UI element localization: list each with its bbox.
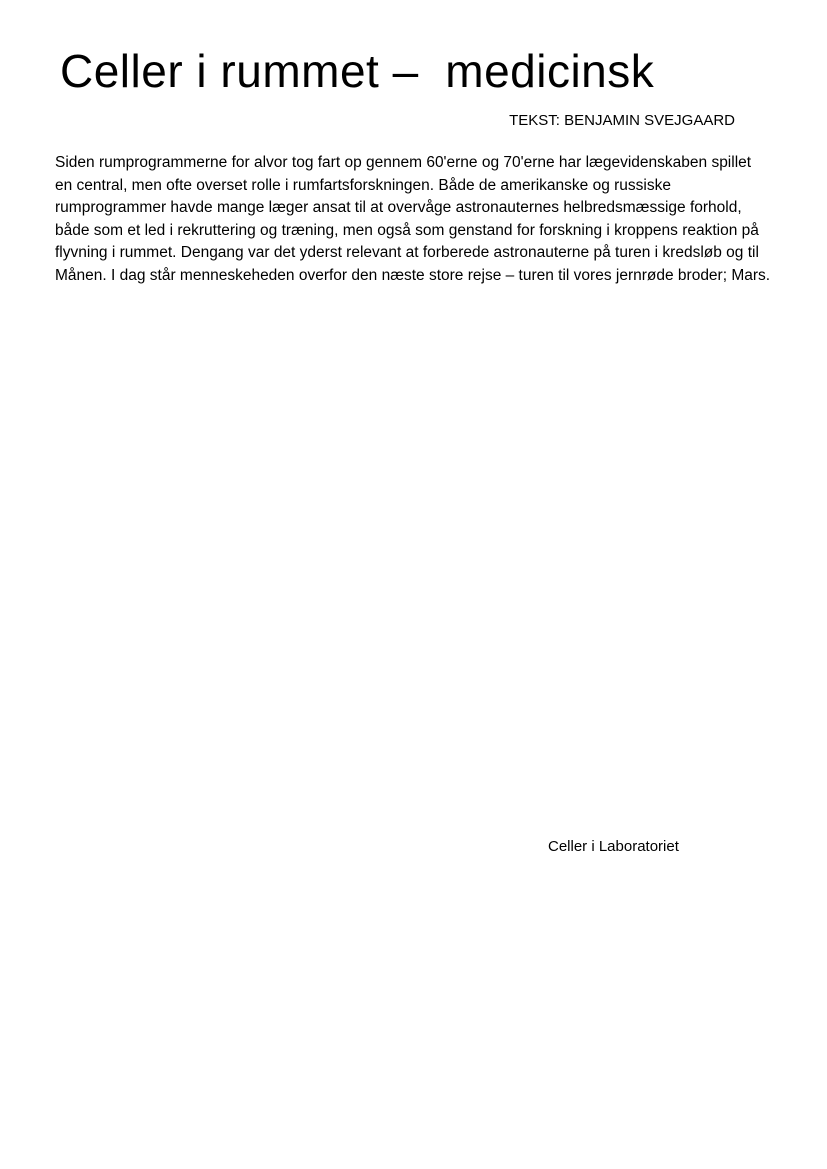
article-body-paragraph: Siden rumprogrammerne for alvor tog fart op gennem 60'erne og 70'erne har lægevidenskaben spillet en central, men ofte overset rolle i rumfartsforskningen. Både de amerikanske og russiske rumprogrammer havde mange læger ansat til at overvåge astronauternes helbredsmæssige forhold, både som et led i rekruttering og træning, men også som genstand for forskning i kroppens reaktion på flyvning i rummet. Dengang var det yderst relevant at forberede astronauterne på turen i kredsløb og til Månen. I dag står menneskeheden overfor den næste store rejse – turen til vores jernrøde broder; Mars. [55,154,771,284]
article-title: Celler i rummet – medicinsk [60,45,655,97]
photo-caption: Celler i Laboratoriet [548,838,679,855]
article-byline: TEKST: BENJAMIN SVEJGAARD [509,112,735,129]
